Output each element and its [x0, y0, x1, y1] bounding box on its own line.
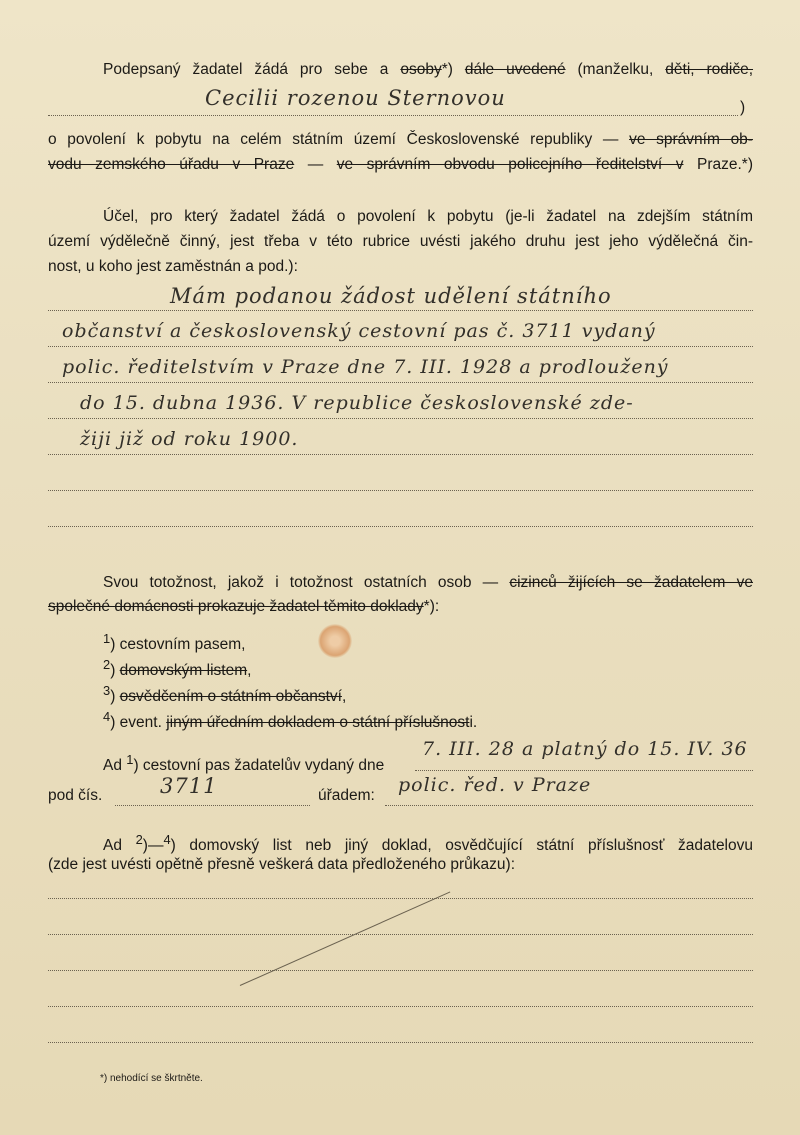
item-3-number: 3: [103, 683, 111, 698]
pod-cis-label: pod čís.: [48, 787, 103, 804]
cancel-diagonal-line: [240, 891, 451, 985]
praze-text: Praze.*): [696, 156, 753, 173]
purpose-dotted-6: [48, 490, 753, 491]
purpose-dotted-2: [48, 346, 753, 347]
struck-cizincu: cizinců žijících se žadatelem ve: [509, 574, 753, 591]
applicant-line: [48, 60, 753, 80]
passport-date-dotted: [415, 770, 753, 771]
purpose-dotted-1: [48, 310, 753, 311]
passport-text: ) cestovní pas žadatelův vydaný dne: [133, 757, 385, 775]
struck-spolecne-domacnosti: společné domácnosti prokazuje žadatel těmito doklady: [48, 598, 424, 615]
document-item-2: $^2$) domovským listem,: [103, 657, 252, 680]
struck-spravnim-obvodu: ve správním ob-: [629, 131, 753, 148]
identity-line-1: [48, 573, 753, 593]
struck-zemskeho-uradu: vodu zemského úřadu v Praze: [48, 156, 295, 173]
item-3-text: osvědčením o státním občanství: [119, 688, 342, 706]
item-1-text: cestovním pasem,: [119, 636, 246, 654]
ad2-sup1: 2: [135, 832, 143, 847]
applicant-lead: Podepsaný žadatel žádá pro sebe a: [103, 61, 389, 78]
footnote: *) nehodící se škrtněte.: [100, 1073, 203, 1084]
ad2-dash: )—: [142, 837, 164, 855]
item-3-tail: ,: [341, 688, 347, 706]
ink-stamp-blot: [318, 624, 352, 658]
purpose-line-3: nost, u koho jest zaměstnán a pod.):: [48, 258, 298, 275]
item-4-tail: i.: [469, 714, 478, 732]
purpose-dotted-7: [48, 526, 753, 527]
office-label: úřadem:: [318, 787, 375, 804]
identity-lead: Svou totožnost, jakož i totožnost ostatních osob —: [103, 574, 499, 591]
closing-paren: ): [740, 99, 746, 116]
passport-date-hw: 7. III. 28 a platný do 15. IV. 36: [422, 738, 748, 760]
ad2-label: Ad: [103, 837, 122, 855]
item-4-lead: event.: [119, 714, 162, 732]
domicile-text-1: ) domovský list neb jiný doklad, osvědčující státní příslušnosť žadatelovu: [170, 837, 753, 855]
item-2-number: 2: [103, 657, 111, 672]
purpose-hw-3: polic. ředitelstvím v Praze dne 7. III. 1928 a prodloužený: [62, 356, 669, 378]
purpose-dotted-5: [48, 454, 753, 455]
permit-lead: o povolení k pobytu na celém státním území Československé republiky —: [48, 131, 619, 148]
item-2-tail: ,: [247, 662, 252, 680]
domicile-dotted-2: [48, 934, 753, 935]
domicile-dotted-1: [48, 898, 753, 899]
item-1-number: 1: [103, 631, 111, 646]
item-4-number: 4: [103, 709, 111, 724]
purpose-line-1: Účel, pro který žadatel žádá o povolení k pobytu (je-li žadatel na zdejším státním: [103, 208, 753, 225]
identity-line-2: [48, 597, 753, 617]
purpose-line-2: území výdělečně činný, jest třeba v této rubrice uvésti jakého druhu jest jeho výdělečná čin-: [48, 233, 753, 250]
permit-line-1: [48, 130, 753, 150]
document-item-4: $^4$) event. jiným úředním dokladem o státní příslušnosti.: [103, 709, 478, 732]
item-2-text: domovským listem: [119, 662, 248, 680]
purpose-dotted-3: [48, 382, 753, 383]
ad2-sup2: 4: [163, 832, 171, 847]
domicile-dotted-4: [48, 1006, 753, 1007]
passport-office-hw: polic. řed. v Praze: [398, 774, 592, 796]
item-4-struck: jiným úředním dokladem o státní příslušnost: [166, 714, 470, 732]
ad-sup: 1: [126, 752, 134, 767]
struck-dale-uvedene: dále uvedené: [464, 61, 566, 78]
domicile-line-2: (zde jest uvésti opětně přesně veškerá data předloženého průkazu):: [48, 856, 516, 873]
permit-line-2: [48, 155, 753, 175]
purpose-hw-4: do 15. dubna 1936. V republice československé zde-: [80, 392, 634, 414]
ad-label: Ad: [103, 757, 122, 775]
footnote-mark: *): [441, 61, 453, 78]
document-item-1: $^1$) cestovním pasem,: [103, 631, 246, 654]
struck-policejniho: ve správním obvodu policejního ředitelství v: [336, 156, 684, 173]
office-dotted: [385, 805, 753, 806]
number-dotted: [115, 805, 310, 806]
manzelku-text: (manželku,: [577, 61, 654, 78]
domicile-dotted-5: [48, 1042, 753, 1043]
name-dotted-line: [48, 115, 738, 116]
domicile-dotted-3: [48, 970, 753, 971]
purpose-hw-1: Mám podanou žádost udělení státního: [170, 284, 612, 308]
purpose-dotted-4: [48, 418, 753, 419]
purpose-hw-2: občanství a československý cestovní pas č. 3711 vydaný: [62, 320, 656, 342]
domicile-line-1: [48, 830, 753, 856]
passport-number-hw: 3711: [160, 774, 218, 798]
applicant-name-handwritten: Cecilii rozenou Sternovou: [205, 86, 506, 110]
dash: —: [307, 156, 324, 173]
purpose-hw-5: žiji již od roku 1900.: [80, 428, 299, 450]
document-item-3: $^3$) osvědčením o státním občanství,: [103, 683, 347, 706]
struck-deti-rodice: děti, rodiče,: [665, 61, 754, 78]
identity-tail: *):: [423, 598, 440, 615]
struck-osoby: osoby: [400, 61, 442, 78]
